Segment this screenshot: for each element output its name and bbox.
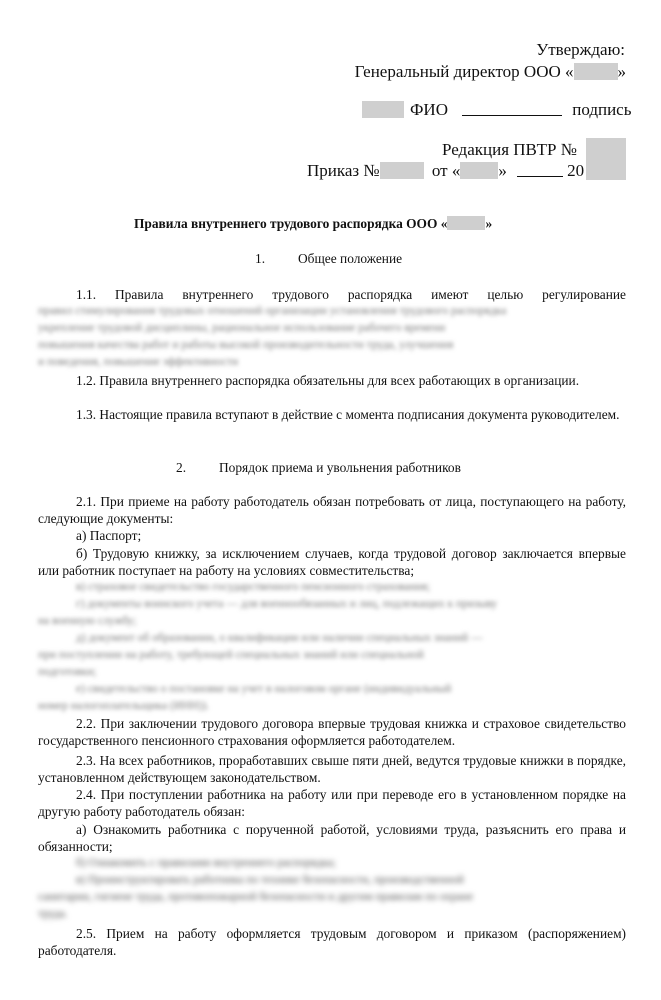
paragraph-2-4: 2.4. При поступлении работника на работу или при переводе его в установленном порядке на другую работу работодатель обязан: [38,787,626,819]
paragraph-2-2: 2.2. При заключении трудового договора впервые трудовая книжка и страховое свидетельство государственного пенсионного страхования оформляется работодателем. [38,716,626,748]
redacted-order-day [460,162,498,179]
section2-number: 2. [176,460,187,475]
order-quote-close: » [498,161,507,180]
redacted-company-name [574,63,618,80]
section1-number: 1. [255,251,266,266]
blurred-text: при поступлении на работу, требующей специальных знаний или специальной [38,649,424,661]
paragraph-2-1: 2.1. При приеме на работу работодатель обязан потребовать от лица, поступающего на работу, следующие документы: [38,494,626,526]
list-item-acquaint: а) Ознакомить работника с порученной работой, условиями труда, разъяснить его права и обязанности; [38,822,626,854]
blurred-text: подготовки; [38,666,97,678]
blurred-text: санитарии, гигиене труда, противопожарной безопасности и другим правилам по охране [38,891,474,903]
signature-blank [462,101,562,116]
section2-heading: Порядок приема и увольнения работников [219,460,461,475]
order-line [307,161,584,181]
section1-heading: Общее положение [298,251,403,266]
signature-line [362,100,632,120]
list-item-work-book: б) Трудовую книжку, за исключением случаев, когда трудовой договор заключается впервые или работник поступает на работу на условиях совместительства; [38,546,626,578]
blurred-text: на военную службу; [38,615,137,627]
order-from: от « [431,161,461,180]
blurred-text: повышения качества работ и работы высокой производительности труда, улучшения [38,339,454,351]
blurred-text: б) Ознакомить с правилами внутреннего распорядка; [76,857,336,869]
order-month-blank [517,162,563,177]
order-label: Приказ № [307,161,380,180]
blurred-text: е) свидетельство о постановке на учет в налоговом органе (индивидуальный [76,683,452,695]
order-year: 20 [567,161,585,180]
list-item-passport: а) Паспорт; [76,528,142,543]
redacted-initials [362,101,404,118]
edition-label: Редакция ПВТР № [442,140,577,159]
blurred-text: труда. [38,908,68,920]
title-prefix: Правила внутреннего трудового распорядка ООО « [134,216,448,231]
redacted-edition-number [586,138,626,180]
paragraph-1-2: 1.2. Правила внутреннего распорядка обязательны для всех работающих в организации. [76,373,580,388]
redacted-title-company [447,216,485,230]
edition-line [442,140,577,160]
blurred-text: укрепление трудовой дисциплины, рациональное использование рабочего времени [38,322,446,334]
blurred-text: номер налогоплательщика (ИНН)). [38,700,210,712]
director-line [355,62,626,82]
blurred-text: г) документы воинского учета — для военнообязанных и лиц, подлежащих к призыву [76,598,498,610]
blurred-text: правил стимулирования трудовых отношений организации установления трудового распорядка [38,305,507,317]
blurred-text: д) документ об образовании, о квалификации или наличии специальных знаний — [76,632,483,644]
director-suffix: » [617,62,626,81]
blurred-text: в) Проинструктировать работника по технике безопасности, производственной [76,874,464,886]
blurred-text: и поведения, повышение эффективности [38,356,239,368]
paragraph-2-3: 2.3. На всех работников, проработавших свыше пяти дней, ведутся трудовые книжки в порядке, установленном действующем законодательством. [38,753,626,785]
title-suffix: » [485,216,493,231]
signature-label: подпись [572,100,632,119]
director-prefix: Генеральный директор ООО « [354,62,574,81]
document-title [134,216,492,232]
approve-label: Утверждаю: [536,40,625,59]
redacted-order-number [380,162,424,179]
paragraph-2-5: 2.5. Прием на работу оформляется трудовым договором и приказом (распоряжением) работодателя. [38,926,626,958]
blurred-text: в) страховое свидетельство государственного пенсионного страхования; [76,581,431,593]
paragraph-1-3: 1.3. Настоящие правила вступают в действие с момента подписания документа руководителем. [76,407,620,422]
fio-label: ФИО [410,100,448,119]
paragraph-1-1: 1.1. Правила внутреннего трудового распорядка имеют целью регулирование [76,287,626,302]
